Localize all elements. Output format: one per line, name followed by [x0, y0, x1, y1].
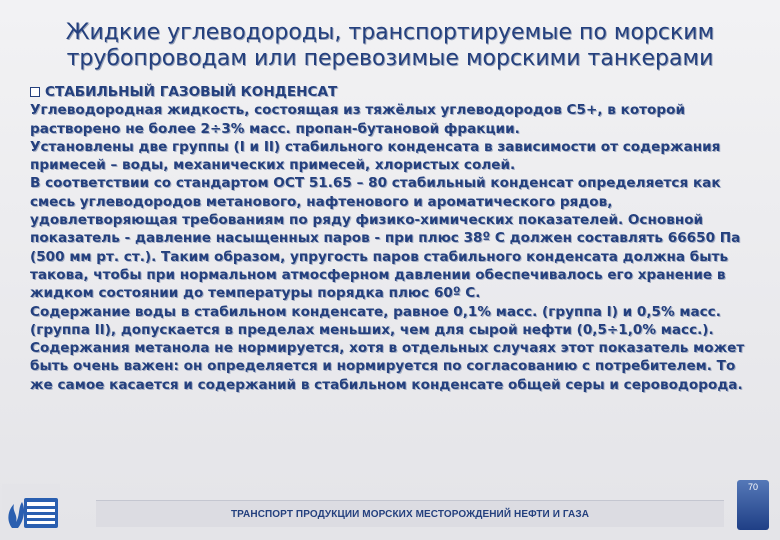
paragraph-methanol: Содержания метанола не нормируется, хотя в отдельных случаях этот показатель может быть очень важен: он определяется и нормируется по согласованию с потребителем. То же самое касается и содержаний в стабильном конденсате общей серы и сероводорода.	[30, 340, 745, 393]
footer-bar	[96, 500, 724, 527]
paragraph-groups: Установлены две группы (I и II) стабильного конденсата в зависимости от содержания примесей – воды, механических примесей, хлористых солей.	[30, 138, 721, 174]
page-number: 70	[747, 482, 758, 492]
footer-text: ТРАНСПОРТ ПРОДУКЦИИ МОРСКИХ МЕСТОРОЖДЕНИЙ НЕФТИ И ГАЗА	[230, 508, 590, 520]
slide-title: Жидкие углеводороды, транспортируемые по морским трубопроводам или перевозимые морскими танкерами	[65, 19, 715, 71]
paragraph-standard: В соответствии со стандартом ОСТ 51.65 – 80 стабильный конденсат определяется как смесь углеводородов метанового, нафтенового и ароматического рядов, удовлетворяющая требованиям по ряду физико-химических показателей. Основной показатель - давление насыщенных паров - при плюс 38º С должен составлять 66650 Па (500 мм рт. ст.). Таким образом, упругость паров стабильного конденсата должна быть такова, чтобы при нормальном атмосферном давлении обеспечивалось его хранение в жидком состоянии до температуры порядка плюс 60º С.	[30, 175, 741, 302]
slide-body	[30, 83, 762, 394]
page-number-badge	[737, 480, 769, 530]
gazprom-logo-icon	[2, 484, 60, 534]
section-heading: СТАБИЛЬНЫЙ ГАЗОВЫЙ КОНДЕНСАТ	[45, 84, 338, 100]
paragraph-water-content: Содержание воды в стабильном конденсате, равное 0,1% масс. (группа I) и 0,5% масс. (группа II), допускается в пределах меньших, чем для сырой нефти (0,5÷1,0% масс.).	[30, 303, 721, 338]
section-heading-row	[30, 83, 762, 101]
paragraph-definition: Углеводородная жидкость, состоящая из тяжёлых углеводородов С5+, в которой растворено не более 2÷3% масс. пропан-бутановой фракции.	[30, 102, 685, 137]
checkbox-bullet-icon	[30, 87, 40, 97]
